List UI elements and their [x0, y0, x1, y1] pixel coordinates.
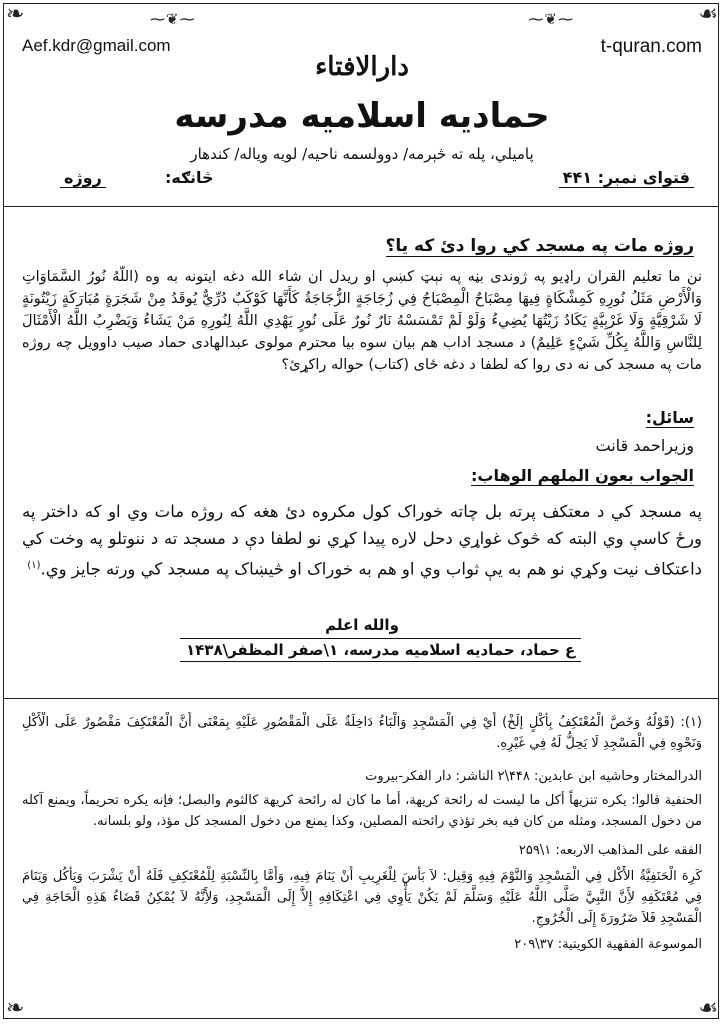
answer-heading: الجواب بعون الملهم الوهاب:: [470, 466, 694, 485]
corner-ornament-icon: ❧: [6, 996, 25, 1021]
answer-body: [22, 498, 702, 586]
footnote-3: كَرِهَ الْحَنَفِيَّةُ الأَْكْل فِي الْمَسْجِدِ وَالنَّوْمَ فِيهِ وَقِيل: لاَ بَأْسَ لِلْغَرِيبِ أَنْ يَنَامَ فِيهِ، وَأَمَّا بِالنِّسْبَةِ لِلْمُعْتَكِفِ فَلَهُ أَنْ يَشْرَبَ وَيَأْكُل وَيَنَامَ فِي مُعْتَكَفِهِ لأَِنَّ النَّبِيَّ صَلَّى اللَّهُ عَلَيْهِ وَسَلَّمَ لَمْ يَكُنْ يَأْوِي فِي اعْتِكَافِهِ إِلاَّ إِلَى الْمَسْجِدِ، وَلأَِنَّهُ لاَ يُمْكِنُ قَضَاءُ هَذِهِ الْحَاجَةِ فِي الْمَسْجِدِ فَلاَ ضَرُورَةَ إِلَى الْخُرُوجِ.: [22, 869, 702, 926]
answer-text: په مسجد کي د معتکف پرته بل چاته خوراک کول مکروه دئ هغه که روژه مات وي او که داختر په ورځ کاسې وي البته که څوک غواړي دحل لاره پیدا کړي نو لطفا دې د مسجد ته د ننوتلو په وخت کي داعتکاف نیت وکړي نو هم به یې ثواب وي او هم به خوراک او څیښاک په مسجد کي ورته جایز وي.: [22, 502, 702, 579]
asker-label: سائل:: [645, 408, 694, 427]
header-title: دارالافتاء: [315, 52, 409, 82]
footnote-source-3: الموسوعة الفقهية الكويتية: ۳۷\۲۰۹: [514, 937, 702, 952]
border-flourish-icon: ⁓❦⁓: [150, 10, 196, 28]
corner-ornament-icon: ☙: [698, 996, 718, 1021]
header-address: پامیلي، پله ته څېرمه/ دوولسمه ناحیه/ لویه ویاله/ کندهار: [190, 145, 534, 163]
question-body: نن ما تعلیم القران راډیو په ژوندی بڼه په نېټ کښې او ریدل ان شاء الله دغه ایتونه به وه (اللَّهُ نُورُ السَّمَاوَاتِ وَالْأَرْضِ مَثَلُ نُورِهِ كَمِشْكَاةٍ فِيهَا مِصْبَاحٌ الْمِصْبَاحُ فِي زُجَاجَةٍ الزُّجَاجَةُ كَأَنَّهَا كَوْكَبٌ دُرِّيٌّ يُوقَدُ مِنْ شَجَرَةٍ مُبَارَكَةٍ زَيْتُونَةٍ لَا شَرْقِيَّةٍ وَلَا غَرْبِيَّةٍ يَكَادُ زَيْتُهَا يُضِيءُ وَلَوْ لَمْ تَمْسَسْهُ نَارٌ نُورٌ عَلَى نُورٍ يَهْدِي اللَّهُ لِنُورِهِ مَنْ يَشَاءُ وَيَضْرِبُ اللَّهُ الْأَمْثَالَ لِلنَّاسِ وَاللَّهُ بِكُلِّ شَيْءٍ عَلِيمٌ) د مسجد اداب هم بیان سوه بیا محترم مولوی عبدالهادی حماد صیب داوویل چه روژه مات په مسجد کی نه دی روا که لطفا د دغه ځای (کتاب) حواله راکړئ؟: [22, 269, 702, 373]
meta-row: [30, 168, 694, 198]
question-title: روژه مات په مسجد کي روا دئ که یا؟: [385, 236, 694, 256]
website-address: t-quran.com: [600, 36, 702, 57]
footnote-source-2: الفقه على المذاهب الاربعه: ۱\۲۵۹: [518, 843, 702, 858]
border-flourish-icon: ⁓❦⁓: [528, 10, 574, 28]
footnote-ref: (۱): [27, 560, 41, 571]
footnote-divider: [3, 698, 719, 699]
closing-wallah: والله اعلم: [325, 616, 399, 634]
section-value: روژه: [60, 168, 106, 188]
header-subtitle: حمادیه اسلامیه مدرسه: [174, 96, 550, 136]
section-label: څانګه:: [165, 168, 214, 187]
corner-ornament-icon: ☙: [698, 2, 718, 27]
email-address: Aef.kdr@gmail.com: [22, 36, 171, 55]
signature-line: ع حماد، حمادیه اسلامیه مدرسه، ۱\صفر المظفر\۱۴۳۸: [180, 638, 581, 662]
footnote-source-1: الدرالمختار وحاشيه ابن عابدين: ۴۴۸\۲ الناشر: دار الفكر-بيروت: [365, 769, 702, 784]
corner-ornament-icon: ❧: [6, 2, 25, 27]
header-divider: [3, 206, 719, 207]
asker-name: وزیراحمد قانت: [595, 436, 694, 455]
fatwa-number: فتوای نمبر: ۴۴۱: [559, 168, 694, 188]
footnote-1: (۱): (قَوْلُهُ وَخَصَّ الْمُعْتَكِفُ بِأَكْلٍ إلَخْ) أَيْ فِي الْمَسْجِدِ وَالْبَاءُ دَاخِلَةٌ عَلَى الْمَقْصُورِ عَلَيْهِ بِمَعْنَى أَنَّ الْمُعْتَكِفَ مَقْصُورٌ عَلَى الْأَكْلِ وَنَحْوِهِ فِي الْمَسْجِدِ لَا يَحِلُّ لَهُ فِي غَيْرِهِ.: [22, 715, 702, 751]
footnote-2: الحنفية قالوا: يكره تنزيهاً أكل ما ليست له رائحة كريهة، أما ما كان له رائحة كريهة كالثوم والبصل؛ فإنه يكره تحريماً، ويمنع آكله من دخول المسجد، ومثله من كان فيه بخر تؤذي رائحته المصلين، وكذا يمنع من دخول المسجد كل مؤذ، ولو بلسانه.: [22, 793, 702, 829]
